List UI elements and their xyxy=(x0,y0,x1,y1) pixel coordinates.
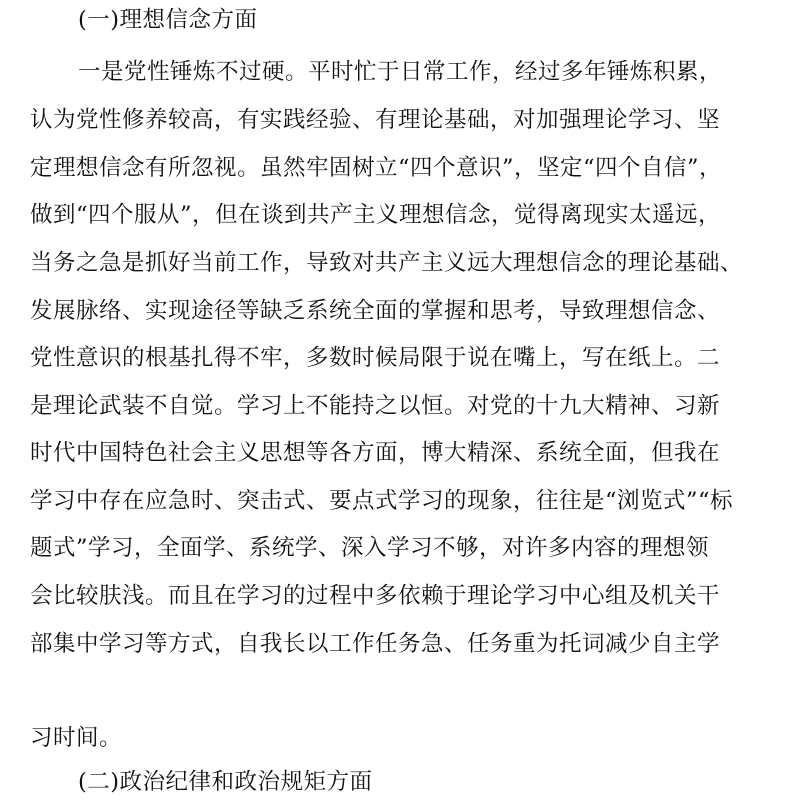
paragraph-line: 学习中存在应急时、突击式、要点式学习的现象，往往是“浏览式”“标 xyxy=(30,488,734,514)
paragraph-line: 发展脉络、实现途径等缺乏系统全面的掌握和思考，导致理想信念、 xyxy=(30,298,721,324)
paragraph-line: 认为党性修养较高，有实践经验、有理论基础，对加强理论学习、坚 xyxy=(30,107,721,133)
paragraph-line: 时代中国特色社会主义思想等各方面，博大精深、系统全面，但我在 xyxy=(30,440,721,466)
paragraph-line: 一是党性锤炼不过硬。平时忙于日常工作，经过多年锤炼积累， xyxy=(78,59,723,85)
paragraph-line: 当务之急是抓好当前工作，导致对共产主义远大理想信念的理论基础、 xyxy=(30,250,744,276)
paragraph-line: 会比较肤浅。而且在学习的过程中多依赖于理论学习中心组及机关干 xyxy=(30,583,721,609)
section-heading-discipline: (二)政治纪律和政治规矩方面 xyxy=(78,769,373,795)
paragraph-line: 题式”学习，全面学、系统学、深入学习不够，对许多内容的理想领 xyxy=(30,535,710,561)
paragraph-line: 习时间。 xyxy=(30,725,123,751)
paragraph-line: 党性意识的根基扎得不牢，多数时候局限于说在嘴上，写在纸上。二 xyxy=(30,345,721,371)
paragraph-line: 是理论武装不自觉。学习上不能持之以恒。对党的十九大精神、习新 xyxy=(30,393,721,419)
paragraph-line: 部集中学习等方式，自我长以工作任务急、任务重为托词减少自主学 xyxy=(30,631,721,657)
paragraph-line: 做到“四个服从”，但在谈到共产主义理想信念，觉得离现实太遥远， xyxy=(30,202,722,228)
section-heading-ideals: (一)理想信念方面 xyxy=(78,7,258,33)
paragraph-line: 定理想信念有所忽视。虽然牢固树立“四个意识”，坚定“四个自信”， xyxy=(30,155,723,181)
